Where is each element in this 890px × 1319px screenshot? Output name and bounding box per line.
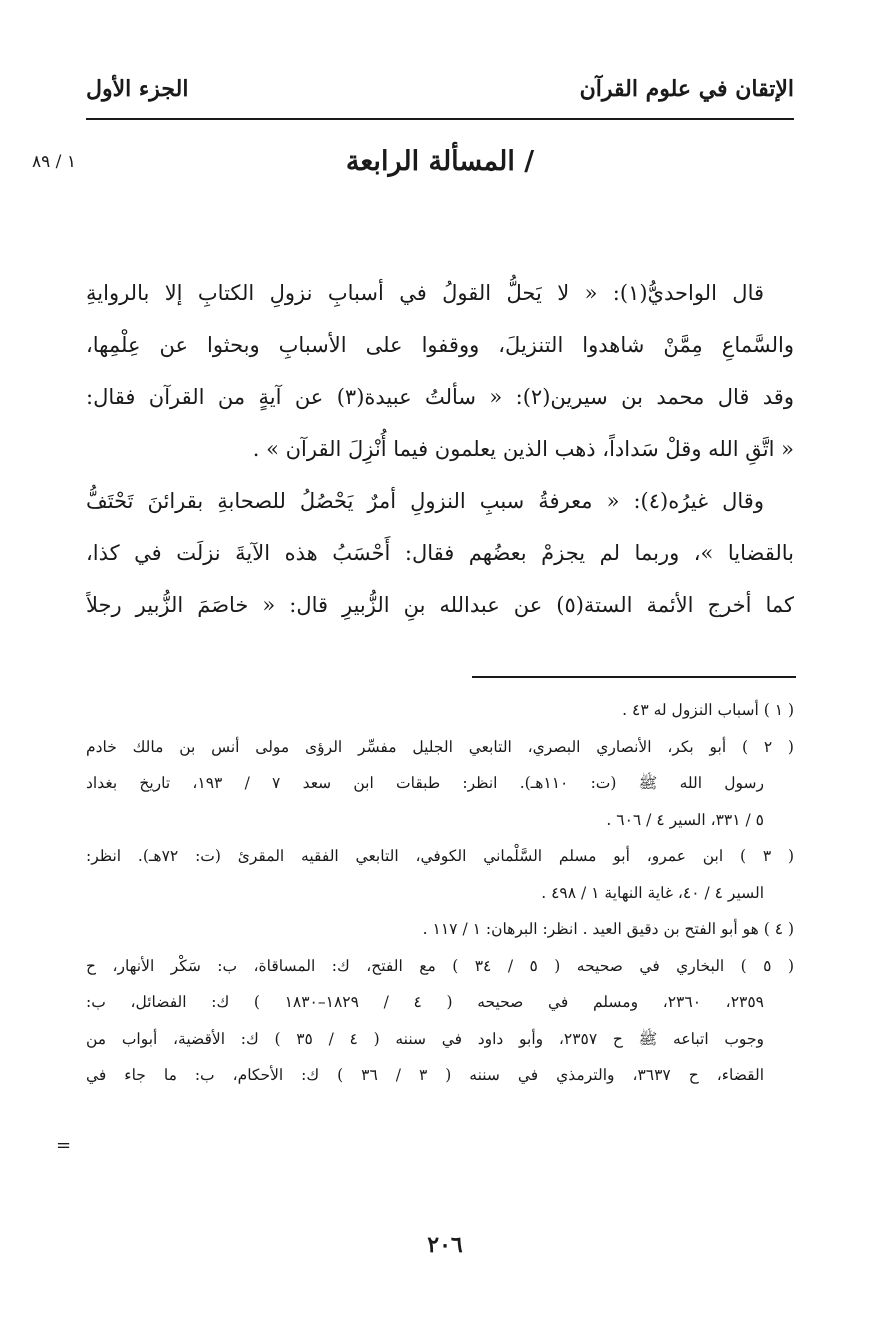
body-line: قال الواحديُّ(١): « لا يَحلُّ القولُ في أسبابِ نزولِ الكتابِ إلا بالروايةِ: [86, 281, 764, 305]
footnote-line: ( ٤ ) هو أبو الفتح بن دقيق العيد . انظر: البرهان: ١ / ١١٧ .: [422, 920, 794, 938]
section-title: / المسألة الرابعة: [345, 146, 535, 177]
footnote-line: ( ١ ) أسباب النزول له ٤٣ .: [622, 701, 794, 719]
footnote-line: السير ٤ / ٤٠، غاية النهاية ١ / ٤٩٨ .: [541, 883, 764, 902]
footnote-continuation-mark: =: [56, 1135, 72, 1156]
body-line: والسَّماعِ مِمَّنْ شاهدوا التنزيلَ، ووقفوا على الأسبابِ وبحثوا عن عِلْمِها،: [86, 333, 794, 357]
footnote-line: ٥ / ٣٣١، السير ٤ / ٦٠٦ .: [606, 810, 764, 829]
page-number: ٢٠٦: [427, 1232, 463, 1258]
footnote-line: ٢٣٥٩، ٢٣٦٠، ومسلم في صحيحه ( ٤ / ١٨٢٩–١٨٣٠ ) ك: الفضائل، ب:: [86, 993, 765, 1011]
main-text: [86, 270, 794, 634]
header-divider: [86, 118, 794, 120]
footnote-line: رسول الله ﷺ (ت: ١١٠هـ). انظر: طبقات ابن سعد ٧ / ١٩٣، تاريخ بغداد: [86, 774, 765, 792]
footnote-line: ( ٢ ) أبو بكر، الأنصاري البصري، التابعي الجليل مفسِّر الرؤى مولى أنس بن مالك خادم: [86, 737, 794, 756]
footnote-divider: [472, 676, 796, 678]
body-line: وقد قال محمد بن سيرين(٢): « سألتُ عبيدة(٣) عن آيةٍ من القرآن فقال:: [86, 385, 794, 409]
running-header-book-title: الإتقان في علوم القرآن: [579, 76, 794, 102]
footnotes: [86, 692, 794, 1094]
body-line: « اتَّقِ الله وقلْ سَداداً، ذهب الذين يعلمون فيما أُنْزِلَ القرآن » .: [252, 437, 794, 461]
body-line: وقال غيرُه(٤): « معرفةُ سببِ النزولِ أمرٌ يَحْصُلُ للصحابةِ بقرائنَ تَحْتَفُّ: [86, 489, 764, 513]
body-line: كما أخرج الأئمة الستة(٥) عن عبدالله بنِ الزُّبيرِ قال: « خاصَمَ الزُّبير رجلاً: [86, 593, 794, 617]
running-header-volume: الجزء الأول: [86, 76, 189, 102]
original-page-reference: ١ / ٨٩: [32, 152, 76, 172]
footnote-line: وجوب اتباعه ﷺ ح ٢٣٥٧، وأبو داود في سننه ( ٤ / ٣٥ ) ك: الأقضية، أبواب من: [86, 1029, 765, 1048]
footnote-line: ( ٣ ) ابن عمرو، أبو مسلم السَّلْماني الكوفي، التابعي الفقيه المقرئ (ت: ٧٢هـ). انظر:: [86, 847, 794, 865]
body-line: بالقضايا »، وربما لم يجزمْ بعضُهم فقال: أَحْسَبُ هذه الآيةَ نزلَت في كذا،: [86, 541, 794, 565]
footnote-line: ( ٥ ) البخاري في صحيحه ( ٥ / ٣٤ ) مع الفتح، ك: المساقاة، ب: سَكْر الأنهار، ح: [86, 956, 794, 975]
footnote-line: القضاء، ح ٣٦٣٧، والترمذي في سننه ( ٣ / ٣٦ ) ك: الأحكام، ب: ما جاء في: [86, 1066, 765, 1084]
